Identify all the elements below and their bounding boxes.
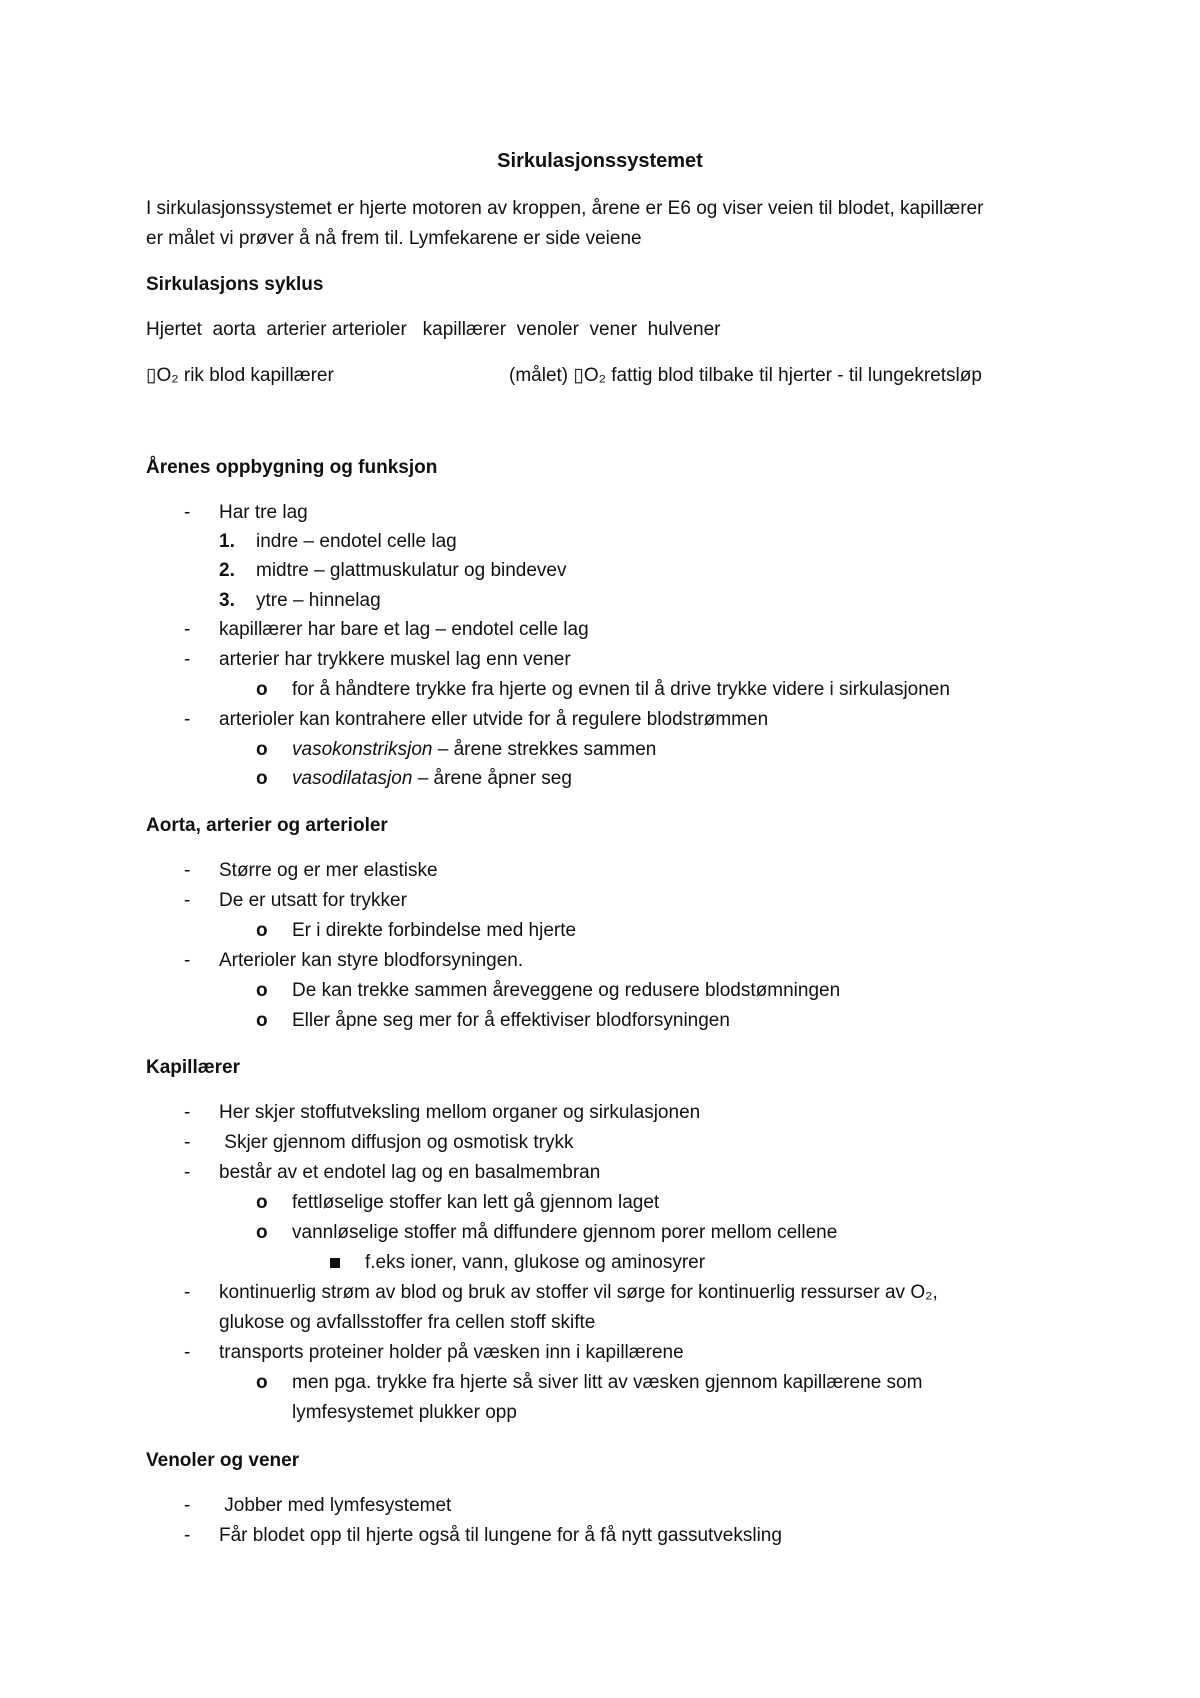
list-circle-bullet: o	[256, 1010, 268, 1031]
list-dash: -	[184, 1525, 191, 1546]
list-item: Er i direkte forbindelse med hjerte	[292, 920, 577, 941]
list-dash: -	[184, 1495, 191, 1516]
list-item: fettløselige stoffer kan lett gå gjennom laget	[292, 1192, 660, 1213]
list-item: Skjer gjennom diffusjon og osmotisk trykk	[219, 1132, 574, 1153]
list-item: f.eks ioner, vann, glukose og aminosyrer	[365, 1252, 706, 1273]
term-vasodilatasjon: vasodilatasjon	[292, 768, 413, 789]
list-dash: -	[184, 619, 191, 640]
list-dash: -	[184, 1162, 191, 1183]
list-dash: -	[184, 502, 191, 523]
list-number: 1.	[219, 531, 235, 552]
heading-venoler: Venoler og vener	[146, 1450, 300, 1471]
cycle-sequence: Hjertet aorta arterier arterioler kapillærer venoler vener hulvener	[146, 319, 721, 340]
list-item: kontinuerlig strøm av blod og bruk av stoffer vil sørge for kontinuerlig ressurser av O₂,	[219, 1282, 938, 1303]
term-definition: – årene strekkes sammen	[432, 739, 657, 760]
list-circle-bullet: o	[256, 679, 268, 700]
list-item: Jobber med lymfesystemet	[219, 1495, 452, 1516]
list-item: indre – endotel celle lag	[256, 531, 457, 552]
list-item: Får blodet opp til hjerte også til lungene for å få nytt gassutveksling	[219, 1525, 782, 1546]
list-item: transports proteiner holder på væsken inn i kapillærene	[219, 1342, 684, 1363]
list-dash: -	[184, 1342, 191, 1363]
list-circle-bullet: o	[256, 739, 268, 760]
list-dash: -	[184, 1282, 191, 1303]
list-item: Har tre lag	[219, 502, 308, 523]
heading-arenes: Årenes oppbygning og funksjon	[146, 457, 438, 478]
list-item	[292, 767, 572, 791]
list-circle-bullet: o	[256, 1222, 268, 1243]
list-item: midtre – glattmuskulatur og bindevev	[256, 560, 567, 581]
list-item: arterier har trykkere muskel lag enn vener	[219, 649, 571, 670]
intro-line-1: I sirkulasjonssystemet er hjerte motoren av kroppen, årene er E6 og viser veien til blodet, kapillærer	[146, 198, 984, 219]
list-item: for å håndtere trykke fra hjerte og evnen til å drive trykke videre i sirkulasjonen	[292, 679, 950, 700]
list-item: Her skjer stoffutveksling mellom organer og sirkulasjonen	[219, 1102, 701, 1123]
list-item: kapillærer har bare et lag – endotel celle lag	[219, 619, 589, 640]
intro-line-2: er målet vi prøver å nå frem til. Lymfekarene er side veiene	[146, 228, 642, 249]
list-item: De kan trekke sammen åreveggene og redusere blodstømningen	[292, 980, 841, 1001]
document-title: Sirkulasjonssystemet	[497, 150, 703, 172]
list-circle-bullet: o	[256, 1192, 268, 1213]
heading-aorta: Aorta, arterier og arterioler	[146, 815, 388, 836]
list-dash: -	[184, 860, 191, 881]
list-dash: -	[184, 890, 191, 911]
cycle-o2-poor: (målet) ▯O₂ fattig blod tilbake til hjerter - til lungekretsløp	[509, 365, 982, 386]
list-dash: -	[184, 1102, 191, 1123]
list-dash: -	[184, 709, 191, 730]
list-item: De er utsatt for trykker	[219, 890, 407, 911]
list-number: 3.	[219, 590, 235, 611]
list-dash: -	[184, 1132, 191, 1153]
list-item: vannløselige stoffer må diffundere gjennom porer mellom cellene	[292, 1222, 838, 1243]
list-item: Større og er mer elastiske	[219, 860, 438, 881]
list-item: men pga. trykke fra hjerte så siver litt av væsken gjennom kapillærene som	[292, 1372, 923, 1393]
heading-kapillaerer: Kapillærer	[146, 1057, 240, 1078]
list-circle-bullet: o	[256, 1372, 268, 1393]
list-item	[292, 738, 656, 762]
list-dash: -	[184, 950, 191, 971]
list-item: Arterioler kan styre blodforsyningen.	[219, 950, 524, 971]
term-vasokonstriksjon: vasokonstriksjon	[292, 739, 433, 760]
heading-cycle: Sirkulasjons syklus	[146, 274, 324, 295]
list-item: Eller åpne seg mer for å effektiviser blodforsyningen	[292, 1010, 730, 1031]
cycle-o2-rich: ▯O₂ rik blod kapillærer	[146, 365, 334, 386]
list-item-continuation: lymfesystemet plukker opp	[292, 1402, 517, 1423]
list-item-continuation: glukose og avfallsstoffer fra cellen stoff skifte	[219, 1312, 596, 1333]
list-item: består av et endotel lag og en basalmembran	[219, 1162, 601, 1183]
list-item: arterioler kan kontrahere eller utvide for å regulere blodstrømmen	[219, 709, 769, 730]
list-circle-bullet: o	[256, 980, 268, 1001]
square-bullet-icon	[330, 1258, 340, 1268]
term-definition: – årene åpner seg	[412, 768, 572, 789]
list-circle-bullet: o	[256, 920, 268, 941]
list-number: 2.	[219, 560, 235, 581]
list-dash: -	[184, 649, 191, 670]
list-circle-bullet: o	[256, 768, 268, 789]
list-item: ytre – hinnelag	[256, 590, 381, 611]
